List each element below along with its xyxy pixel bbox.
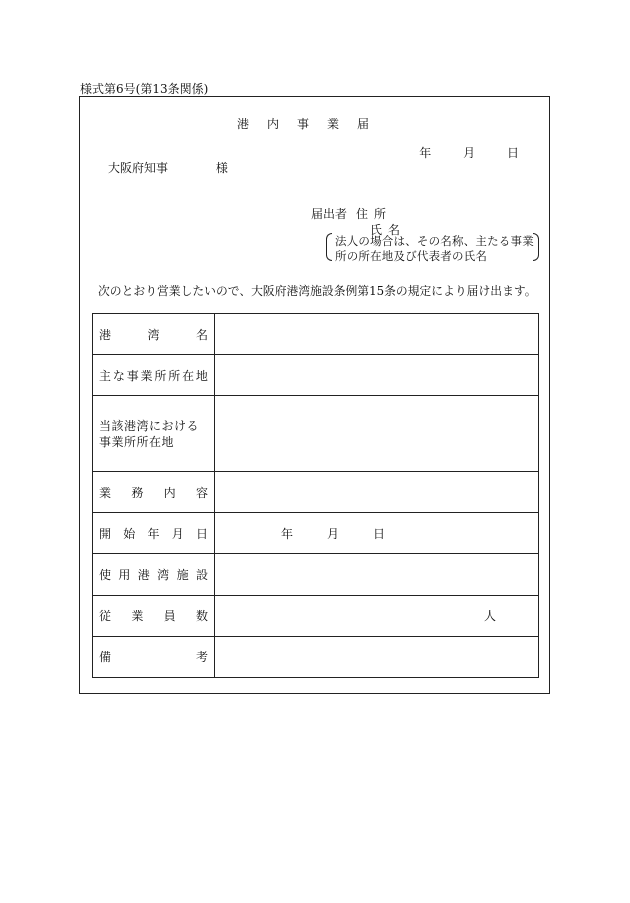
addressee-name: 大阪府知事 [108, 161, 169, 175]
bracket-right [533, 233, 539, 261]
row-value-field[interactable] [215, 314, 539, 355]
items-table [92, 313, 539, 678]
label-char: 開 [99, 526, 112, 541]
row-label [93, 513, 215, 554]
addressee [108, 159, 228, 176]
form-number: 様式第6号(第13条関係) [80, 82, 209, 96]
label-char: 備 [99, 650, 112, 665]
row-label-text [99, 566, 208, 583]
table-row [93, 513, 539, 554]
table-row [93, 355, 539, 396]
form-title [237, 115, 387, 132]
label-char: 湾 [147, 327, 160, 342]
row-value-field[interactable] [215, 595, 539, 636]
label-char: 地 [195, 368, 208, 383]
row-label [93, 396, 215, 472]
label-char: 業 [140, 368, 153, 383]
row-label [93, 355, 215, 396]
label-char: 員 [163, 609, 176, 624]
table-row [93, 396, 539, 472]
table-row [93, 554, 539, 595]
row-label [93, 314, 215, 355]
name-label: 氏名 [370, 223, 407, 237]
table-row [93, 636, 539, 677]
label-char: 業 [99, 485, 112, 500]
row-label-text [99, 484, 208, 501]
bracket-left [326, 233, 332, 261]
label-char: な [112, 368, 125, 383]
row-label-text [99, 525, 208, 542]
row-value-field[interactable] [215, 636, 539, 677]
label-char: 使 [99, 567, 112, 582]
row-value-field[interactable] [215, 554, 539, 595]
label-char: 日 [195, 526, 208, 541]
row-label [93, 595, 215, 636]
label-char: 港 [137, 567, 150, 582]
applicant-label: 届出者 [311, 207, 348, 221]
form-frame [79, 96, 550, 694]
label-char: 容 [195, 485, 208, 500]
row-label-text [99, 648, 208, 665]
label-char: 務 [131, 485, 144, 500]
label-char: 年 [147, 526, 160, 541]
row-label [93, 554, 215, 595]
table-row [93, 314, 539, 355]
start-date-value [215, 525, 538, 542]
row-label-text: 当該港湾における事業所所在地 [99, 418, 200, 449]
date-day: 日 [506, 146, 519, 160]
label-char: 主 [99, 368, 112, 383]
label-char: 所 [154, 368, 167, 383]
corporate-note-bracket [326, 233, 539, 263]
table-row [93, 471, 539, 512]
label-char: 数 [195, 609, 208, 624]
address-label: 住所 [356, 207, 393, 221]
date-year: 年 [419, 146, 432, 160]
label-char: 考 [195, 650, 208, 665]
label-char: 内 [163, 485, 176, 500]
row-value-field[interactable] [215, 396, 539, 472]
label-char: 施 [176, 567, 189, 582]
corporate-note: 法人の場合は、その名称、主たる事業所の所在地及び代表者の氏名 [335, 234, 534, 263]
row-label-text [99, 326, 208, 343]
label-char: 在 [182, 368, 195, 383]
label-char: 業 [131, 609, 144, 624]
row-label-text [99, 367, 208, 384]
label-char: 用 [118, 567, 131, 582]
form-title-text: 港内事業届 [237, 117, 388, 131]
label-char: 港 [99, 327, 112, 342]
label-char: 名 [195, 327, 208, 342]
label-char: 事 [126, 368, 139, 383]
table-row [93, 595, 539, 636]
date-unit: 日 [373, 526, 386, 541]
date-line [391, 144, 519, 161]
row-label-text [99, 607, 208, 624]
row-value-field[interactable] [215, 471, 539, 512]
row-label [93, 471, 215, 512]
employee-unit: 人 [483, 609, 496, 624]
label-char: 従 [99, 609, 112, 624]
row-value-field[interactable] [215, 513, 539, 554]
label-char: 湾 [157, 567, 170, 582]
label-char: 始 [123, 526, 136, 541]
date-month: 月 [463, 146, 476, 160]
label-char: 所 [168, 368, 181, 383]
row-value-field[interactable] [215, 355, 539, 396]
row-label [93, 636, 215, 677]
label-char: 設 [195, 567, 208, 582]
statement: 次のとおり営業したいので、大阪府港湾施設条例第15条の規定により届け出ます。 [98, 284, 537, 298]
addressee-honorific: 様 [215, 161, 228, 175]
date-unit: 月 [327, 526, 340, 541]
date-unit: 年 [281, 526, 294, 541]
label-char: 月 [171, 526, 184, 541]
